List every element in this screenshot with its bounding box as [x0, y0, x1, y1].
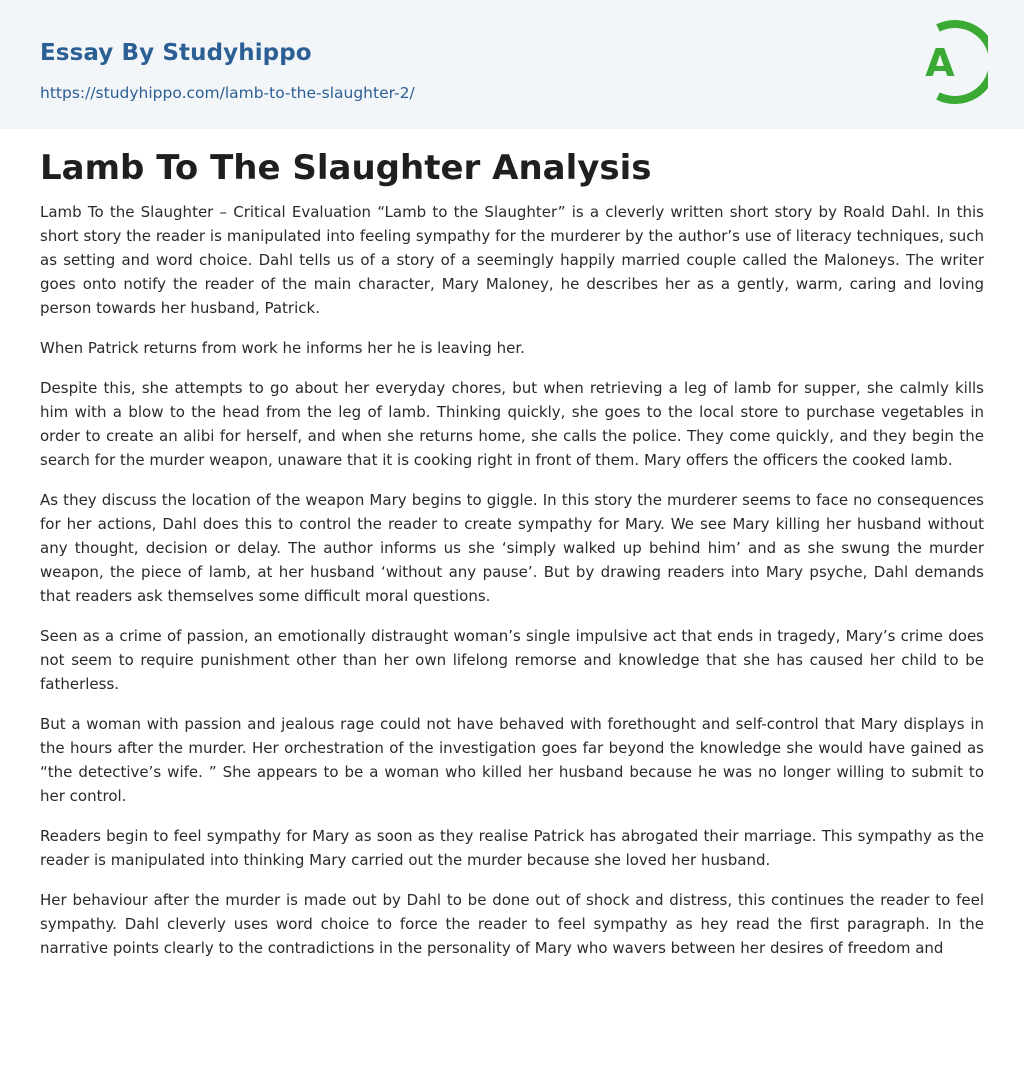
essay-paragraph: As they discuss the location of the weapon Mary begins to giggle. In this story the murderer seems to face no consequences for her actions, Dahl does this to control the reader to create sympathy for Mary. We see Mary killing her husband without any thought, decision or delay. The author informs us she ‘simply walked up behind him’ and as she swung the murder weapon, the piece of lamb, at her husband ‘without any pause’. But by drawing readers into Mary psyche, Dahl demands that readers ask themselves some difficult moral questions. — [40, 491, 984, 605]
essay-paragraph: Despite this, she attempts to go about her everyday chores, but when retrieving a leg of lamb for supper, she calmly kills him with a blow to the head from the leg of lamb. Thinking quickly, she goes to the local store to purchase vegetables in order to create an alibi for herself, and when she returns home, she calls the police. They come quickly, and they begin the search for the murder weapon, unaware that it is cooking right in front of them. Mary offers the officers the cooked lamb. — [40, 379, 984, 469]
essay-paragraph: Lamb To the Slaughter – Critical Evaluation “Lamb to the Slaughter” is a cleverly written short story by Roald Dahl. In this short story the reader is manipulated into feeling sympathy for the murderer by the author’s use of literacy techniques, such as setting and word choice. Dahl tells us of a story of a seemingly happily married couple called the Maloneys. The writer goes onto notify the reader of the main character, Mary Maloney, he describes her as a gently, warm, caring and loving person towards her husband, Patrick. — [40, 203, 984, 317]
essay-paragraph: Seen as a crime of passion, an emotionally distraught woman’s single impulsive act that ends in tragedy, Mary’s crime does not seem to require punishment other than her own lifelong remorse and knowledge that she has caused her child to be fatherless. — [40, 627, 984, 693]
essay-url-link[interactable]: https://studyhippo.com/lamb-to-the-slaughter-2/ — [40, 84, 415, 102]
essay-body — [40, 200, 984, 976]
essay-paragraph: Her behaviour after the murder is made out by Dahl to be done out of shock and distress, this continues the reader to feel sympathy. Dahl cleverly uses word choice to force the reader to feel sympathy as hey read the first paragraph. In the narrative points clearly to the contradictions in the personality of Mary who wavers between her desires of freedom and — [40, 891, 984, 957]
site-title[interactable]: Essay By Studyhippo — [40, 40, 312, 66]
studyhippo-logo-icon[interactable] — [910, 18, 988, 106]
essay-paragraph: When Patrick returns from work he informs her he is leaving her. — [40, 339, 525, 357]
essay-paragraph: But a woman with passion and jealous rage could not have behaved with forethought and self-control that Mary displays in the hours after the murder. Her orchestration of the investigation goes far beyond the knowledge she would have gained as “the detective’s wife. ” She appears to be a woman who killed her husband because he was no longer willing to submit to her control. — [40, 715, 984, 805]
essay-paragraph: Readers begin to feel sympathy for Mary as soon as they realise Patrick has abrogated their marriage. This sympathy as the reader is manipulated into thinking Mary carried out the murder because she loved her husband. — [40, 827, 984, 869]
document-title: Lamb To The Slaughter Analysis — [40, 148, 652, 188]
logo-letter: A — [925, 41, 955, 85]
